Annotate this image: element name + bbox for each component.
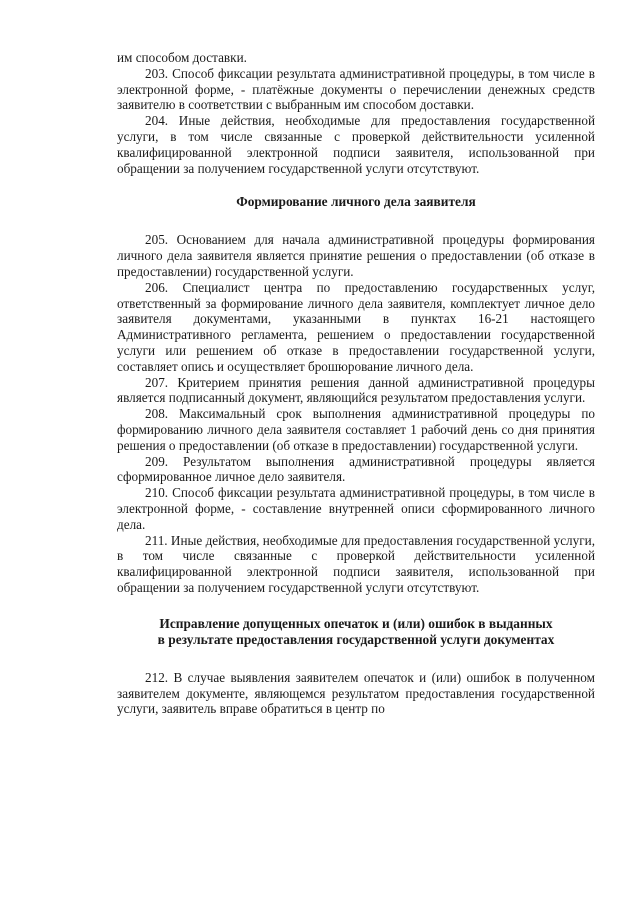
section-heading-corrections-line1: Исправление допущенных опечаток и (или) ошибок в выданных [159, 615, 553, 631]
section-heading-corrections-line2: в результате предоставления государственной услуги документах [157, 631, 555, 647]
section-heading-personal-file: Формирование личного дела заявителя [236, 194, 476, 210]
paragraph-207: 207. Критерием принятия решения данной административной процедуры является подписанный документ, являющийся результатом предоставления услуги. [117, 374, 595, 406]
paragraph-203: 203. Способ фиксации результата административной процедуры, в том числе в электронной форме, - платёжные документы о перечислении денежных средств заявителю в соответствии с выбранным им способом доставки. [117, 65, 595, 113]
paragraph-209: 209. Результатом выполнения административной процедуры является сформированное личное дело заявителя. [117, 453, 595, 485]
paragraph-204: 204. Иные действия, необходимые для предоставления государственной услуги, в том числе связанные с проверкой действительности усиленной квалифицированной электронной подписи заявителя, использованной при обращении за получением государственной услуги отсутствуют. [117, 113, 595, 176]
paragraph-continuation: им способом доставки. [117, 50, 247, 65]
paragraph-210: 210. Способ фиксации результата административной процедуры, в том числе в электронной форме, - составление внутренней описи сформированного личного дела. [117, 485, 595, 532]
paragraph-205: 205. Основанием для начала административной процедуры формирования личного дела заявителя является принятие решения о предоставлении (об отказе в предоставлении) государственной услуги. [117, 232, 595, 279]
document-page [117, 50, 595, 717]
paragraph-208: 208. Максимальный срок выполнения административной процедуры по формированию личного дела заявителя составляет 1 рабочий день со дня принятия решения о предоставлении (об отказе в предоставлении) государственной услуги. [117, 406, 595, 453]
paragraph-211: 211. Иные действия, необходимые для предоставления государственной услуги, в том числе связанные с проверкой действительности усиленной квалифицированной электронной подписи заявителя, использованной при обращении за получением государственной услуги отсутствуют. [117, 532, 595, 595]
paragraph-206: 206. Специалист центра по предоставлению государственных услуг, ответственный за формирование личного дела заявителя, комплектует личное дело заявителя документами, указанными в пунктах 16-21 настоящего Административного регламента, решением о предоставлении государственной услуги или решением об отказе в предоставлении государственной услуги, составляет опись и осуществляет брошюрование личного дела. [117, 279, 595, 374]
section-heading-corrections [117, 616, 595, 648]
paragraph-212: 212. В случае выявления заявителем опечаток и (или) ошибок в полученном заявителем документе, являющемся результатом предоставления государственной услуги, заявитель вправе обратиться в центр по [117, 669, 595, 717]
